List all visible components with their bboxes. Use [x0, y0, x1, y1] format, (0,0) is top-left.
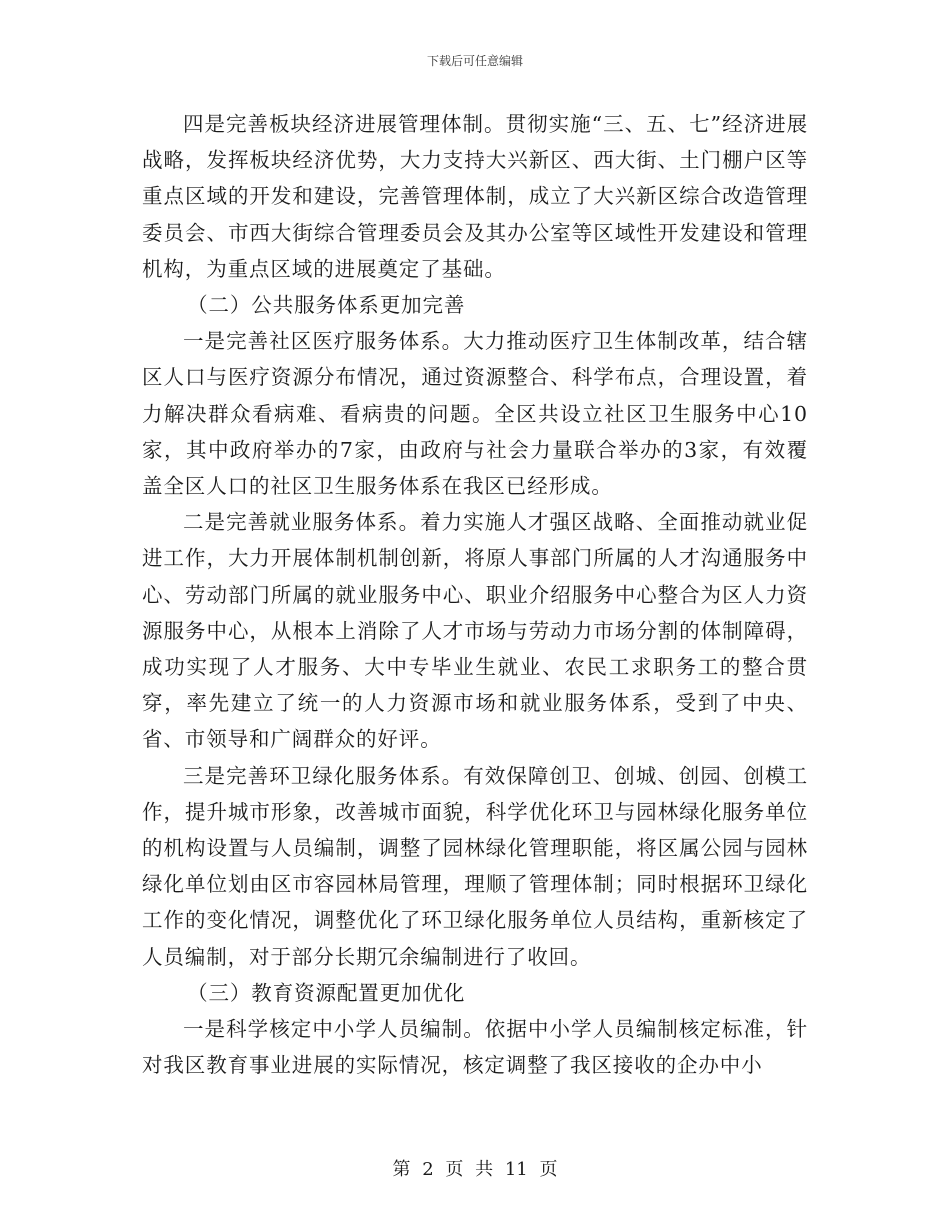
page-header: 下载后可任意编辑	[426, 54, 523, 68]
paragraph-medical-services: 一是完善社区医疗服务体系。大力推动医疗卫生体制改革，结合辖区人口与医疗资源分布情况，通过资源整合、科学布点，合理设置，着力解决群众看病难、看病贵的问题。全区共设立社区卫生服务中心10家，其中政府举办的7家，由政府与社会力量联合举办的3家，有效覆盖全区人口的社区卫生服务体系在我区已经形成。	[142, 329, 808, 499]
page-number-footer: 第 2 页 共 11 页	[392, 1159, 558, 1180]
paragraph-school-staffing: 一是科学核定中小学人员编制。依据中小学人员编制核定标准，针对我区教育事业进展的实际情况，核定调整了我区接收的企办中小	[142, 1017, 808, 1078]
paragraph-regional-economy: 四是完善板块经济进展管理体制。贯彻实施“三、五、七”经济进展战略，发挥板块经济优势，大力支持大兴新区、西大街、土门棚户区等重点区域的开发和建设，完善管理体制，成立了大兴新区综合改造管理委员会、市西大街综合管理委员会及其办公室等区域性开发建设和管理机构，为重点区域的进展奠定了基础。	[142, 112, 808, 281]
paragraph-employment-services: 二是完善就业服务体系。着力实施人才强区战略、全面推动就业促进工作，大力开展体制机制创新，将原人事部门所属的人才沟通服务中心、劳动部门所属的就业服务中心、职业介绍服务中心整合为区人力资源服务中心，从根本上消除了人才市场与劳动力市场分割的体制障碍，成功实现了人才服务、大中专毕业生就业、农民工求职务工的整合贯穿，率先建立了统一的人力资源市场和就业服务体系，受到了中央、省、市领导和广阔群众的好评。	[142, 510, 808, 752]
document-body	[142, 106, 808, 1083]
paragraph-sanitation-greening: 三是完善环卫绿化服务体系。有效保障创卫、创城、创园、创模工作，提升城市形象，改善城市面貌，科学优化环卫与园林绿化服务单位的机构设置与人员编制，调整了园林绿化管理职能，将区属公园与园林绿化单位划由区市容园林局管理，理顺了管理体制；同时根据环卫绿化工作的变化情况，调整优化了环卫绿化服务单位人员结构，重新核定了人员编制，对于部分长期冗余编制进行了收回。	[142, 763, 808, 969]
section-heading-public-services: （二）公共服务体系更加完善	[187, 293, 466, 318]
section-heading-education: （三）教育资源配置更加优化	[187, 980, 466, 1005]
